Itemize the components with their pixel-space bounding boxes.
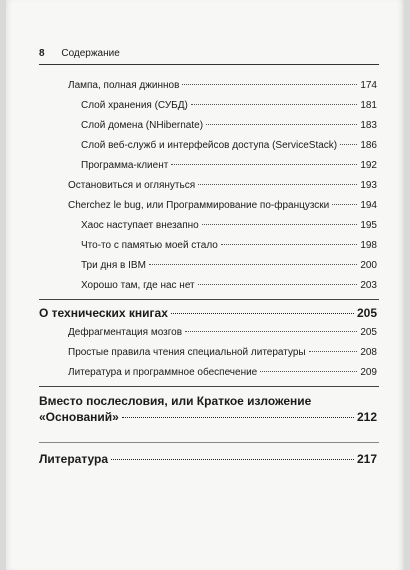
- toc-entry: Лампа, полная джиннов 174: [68, 80, 377, 91]
- header-rule: [39, 64, 379, 65]
- toc-entry: Остановиться и оглянуться 193: [68, 180, 377, 191]
- toc-section-heading: Литература 217: [39, 452, 377, 466]
- toc-entry: Дефрагментация мозгов 205: [68, 327, 377, 338]
- toc-entry: Слой веб-служб и интерфейсов доступа (ServiceStack) 186: [81, 140, 377, 151]
- book-page: [6, 0, 405, 570]
- toc-entry: Простые правила чтения специальной литературы 208: [68, 347, 377, 358]
- toc-entry: Литература и программное обеспечение 209: [68, 367, 377, 378]
- toc-section-heading: Вместо послесловия, или Краткое изложение «Оснований» 212: [39, 394, 377, 424]
- page-number: 8: [39, 48, 45, 59]
- page-header: [39, 48, 120, 59]
- toc-entry: Программа-клиент 192: [81, 160, 377, 171]
- running-title: Содержание: [61, 48, 120, 59]
- toc-entry: Три дня в IBM 200: [81, 260, 377, 271]
- toc-entry: Что-то с памятью моей стало 198: [81, 240, 377, 251]
- toc-entry: Слой домена (NHibernate) 183: [81, 120, 377, 131]
- toc-entry: Cherchez le bug, или Программирование по-французски 194: [68, 200, 377, 211]
- toc-entry: Хорошо там, где нас нет 203: [81, 280, 377, 291]
- toc-entry: Слой хранения (СУБД) 181: [81, 100, 377, 111]
- toc-section-heading: О технических книгах 205: [39, 306, 377, 320]
- toc-entry: Хаос наступает внезапно 195: [81, 220, 377, 231]
- section-divider: [39, 442, 379, 443]
- section-divider: [39, 299, 379, 300]
- section-divider: [39, 386, 379, 387]
